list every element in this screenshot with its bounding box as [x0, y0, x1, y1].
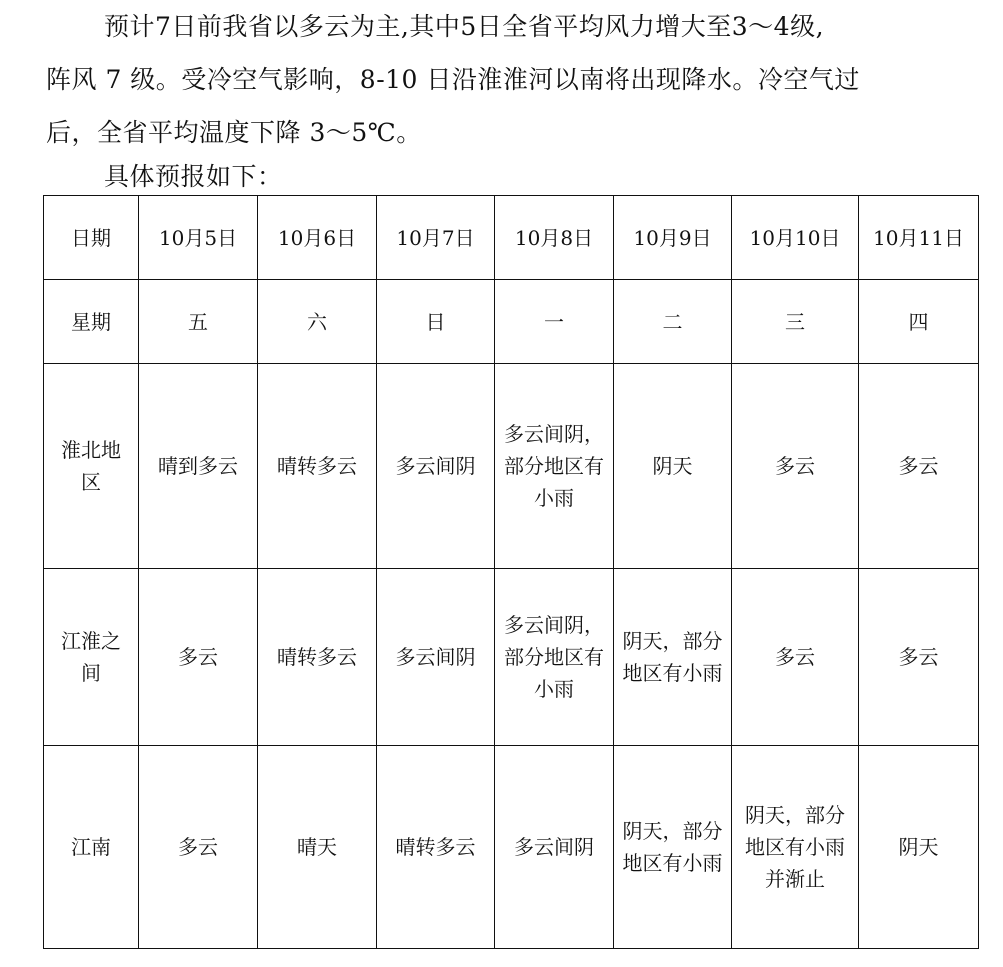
- date-cell: 10月11日: [859, 196, 979, 280]
- weekday-cell: 四: [859, 280, 979, 364]
- region-row-jiangnan: [44, 746, 979, 949]
- forecast-cell: 晴转多云: [258, 569, 377, 746]
- date-row: [44, 196, 979, 280]
- forecast-cell: 多云间阴: [377, 569, 495, 746]
- date-header: 日期: [44, 196, 139, 280]
- intro-line-3: 后，全省平均温度下降 3～5℃。: [46, 118, 422, 147]
- forecast-cell: 多云: [732, 569, 859, 746]
- region-row-huaibei: [44, 364, 979, 569]
- forecast-cell: 阴天: [614, 364, 732, 569]
- date-cell: 10月7日: [377, 196, 495, 280]
- region-row-jianghuai: [44, 569, 979, 746]
- forecast-cell: 阴天，部分地区有小雨: [614, 746, 732, 949]
- intro-line-1: 预计7日前我省以多云为主,其中5日全省平均风力增大至3～4级,: [104, 12, 825, 41]
- forecast-cell: 多云: [139, 746, 258, 949]
- forecast-lead: 具体预报如下：: [104, 162, 283, 191]
- date-cell: 10月10日: [732, 196, 859, 280]
- date-cell: 10月6日: [258, 196, 377, 280]
- forecast-cell: 阴天，部分地区有小雨并渐止: [732, 746, 859, 949]
- weekday-cell: 日: [377, 280, 495, 364]
- forecast-cell: 晴转多云: [258, 364, 377, 569]
- region-header: 江淮之间: [44, 569, 139, 746]
- forecast-table: [43, 195, 979, 949]
- forecast-cell: 多云间阴: [377, 364, 495, 569]
- weekday-cell: 五: [139, 280, 258, 364]
- intro-paragraph: [46, 0, 981, 159]
- forecast-cell: 阴天，部分地区有小雨: [614, 569, 732, 746]
- forecast-cell: 多云: [732, 364, 859, 569]
- date-cell: 10月8日: [495, 196, 614, 280]
- forecast-cell: 阴天: [859, 746, 979, 949]
- weekday-cell: 三: [732, 280, 859, 364]
- forecast-cell: 多云: [859, 364, 979, 569]
- forecast-cell: 多云间阴，部分地区有小雨: [495, 569, 614, 746]
- date-cell: 10月5日: [139, 196, 258, 280]
- date-cell: 10月9日: [614, 196, 732, 280]
- forecast-cell: 晴天: [258, 746, 377, 949]
- forecast-cell: 多云间阴，部分地区有小雨: [495, 364, 614, 569]
- intro-line-2: 阵风 7 级。受冷空气影响，8-10 日沿淮淮河以南将出现降水。冷空气过: [46, 65, 860, 94]
- region-header: 江南: [44, 746, 139, 949]
- forecast-cell: 多云: [859, 569, 979, 746]
- forecast-cell: 多云: [139, 569, 258, 746]
- weekday-cell: 一: [495, 280, 614, 364]
- weekday-row: [44, 280, 979, 364]
- forecast-cell: 多云间阴: [495, 746, 614, 949]
- weekday-header: 星期: [44, 280, 139, 364]
- region-header: 淮北地区: [44, 364, 139, 569]
- forecast-cell: 晴到多云: [139, 364, 258, 569]
- forecast-cell: 晴转多云: [377, 746, 495, 949]
- weekday-cell: 六: [258, 280, 377, 364]
- weekday-cell: 二: [614, 280, 732, 364]
